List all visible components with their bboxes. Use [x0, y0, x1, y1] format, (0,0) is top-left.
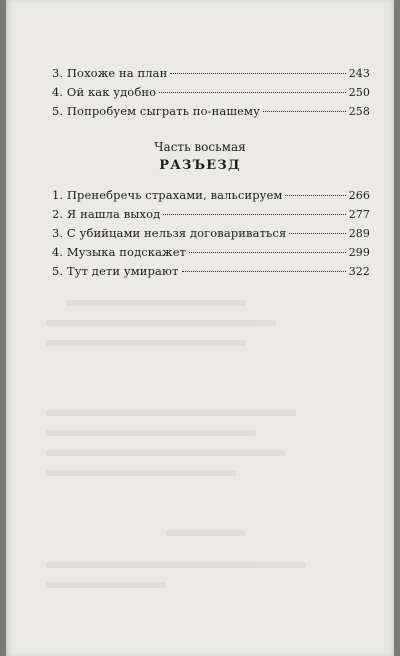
toc-entry-page: 243: [348, 67, 370, 80]
part-label: Часть восьмая: [154, 140, 246, 154]
dot-leader: [159, 92, 346, 93]
part-title: РАЗЪЕЗД: [159, 158, 241, 173]
toc-entry-title: 4. Ой как удобно: [52, 85, 157, 99]
book-page: [6, 0, 394, 656]
toc-entry-page: 289: [348, 227, 370, 240]
toc-entry-title: 2. Я нашла выход: [52, 207, 161, 221]
toc-entry-page: 322: [348, 265, 370, 278]
toc-entry[interactable]: [52, 188, 370, 207]
toc-entry-page: 277: [348, 208, 370, 221]
toc-entry-page: 250: [348, 86, 370, 99]
toc-entry[interactable]: [52, 85, 370, 104]
toc-entry[interactable]: [52, 104, 370, 123]
toc-section-b: [52, 188, 370, 283]
dot-leader: [285, 195, 345, 196]
toc-entry-title: 4. Музыка подскажет: [52, 245, 187, 259]
dot-leader: [189, 252, 346, 253]
toc-entry[interactable]: [52, 245, 370, 264]
toc-entry-title: 3. Похоже на план: [52, 66, 168, 80]
bleed-through-text: [6, 300, 394, 656]
dot-leader: [289, 233, 345, 234]
toc-section-a: [52, 66, 370, 123]
toc-entry-title: 5. Тут дети умирают: [52, 264, 179, 278]
toc-entry[interactable]: [52, 207, 370, 226]
dot-leader: [163, 214, 345, 215]
toc-entry[interactable]: [52, 66, 370, 85]
toc-entry-page: 266: [348, 189, 370, 202]
toc-entry-title: 5. Попробуем сыграть по-нашему: [52, 104, 260, 118]
toc-entry-page: 258: [348, 105, 370, 118]
toc-entry-title: 1. Пренебречь страхами, вальсируем: [52, 188, 283, 202]
dot-leader: [263, 111, 346, 112]
toc-entry[interactable]: [52, 226, 370, 245]
toc-entry-page: 299: [348, 246, 370, 259]
toc-entry[interactable]: [52, 264, 370, 283]
dot-leader: [182, 271, 346, 272]
toc-entry-title: 3. С убийцами нельзя договариваться: [52, 226, 287, 240]
dot-leader: [170, 73, 345, 74]
